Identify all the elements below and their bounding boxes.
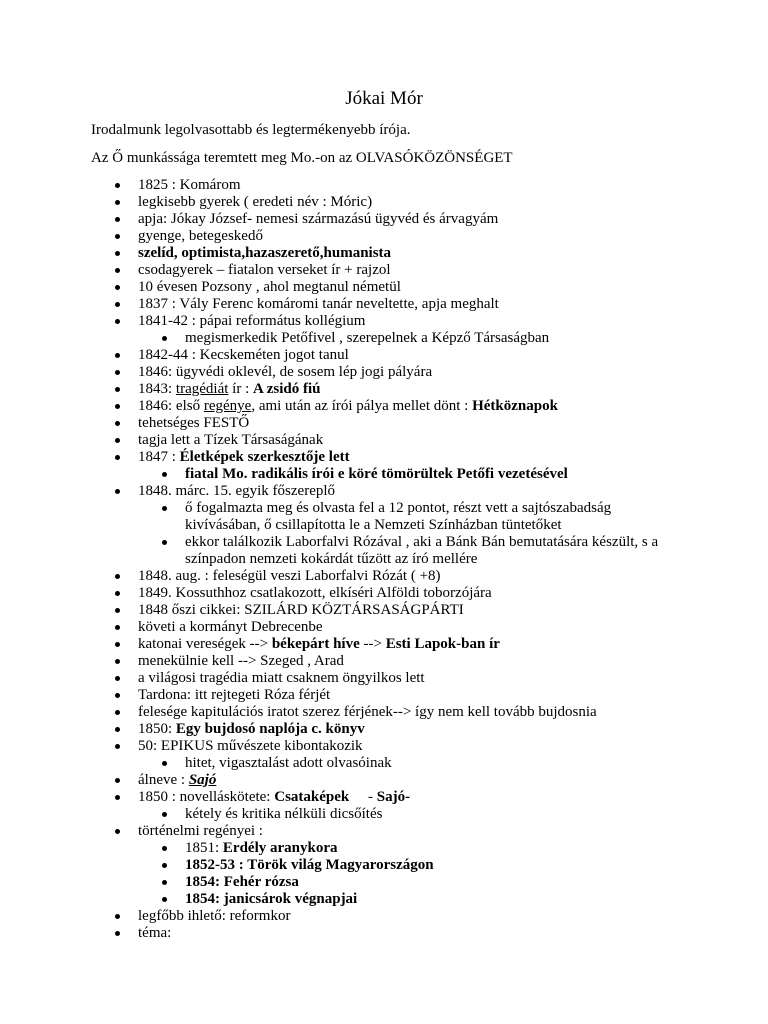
sub-list [138, 806, 698, 823]
bullet-icon [115, 319, 120, 324]
bullet-icon [115, 404, 120, 409]
bullet-icon [115, 285, 120, 290]
intro-line-2: Az Ő munkássága teremtett meg Mo.-on az OLVASÓKÖZÖNSÉGET [91, 150, 513, 166]
list-item: téma: [0, 925, 698, 942]
bullet-icon [115, 625, 120, 630]
bullet-icon [115, 591, 120, 596]
sub-list-item: 1851: Erdély aranykora [185, 840, 675, 857]
sub-list-item: ekkor találkozik Laborfalvi Rózával , aki a Bánk Bán bemutatására készült, s a színpadon nemzeti kokárdát tűzött az író mellére [185, 534, 675, 568]
bullet-icon [162, 880, 167, 885]
bullet-icon [115, 234, 120, 239]
sub-list [138, 840, 698, 908]
sub-list-item: 1854: Fehér rózsa [185, 874, 675, 891]
list-item: gyenge, betegeskedő [0, 228, 698, 245]
bullet-icon [162, 540, 167, 545]
bullet-icon [162, 863, 167, 868]
bullet-icon [115, 795, 120, 800]
list-item: 1848. márc. 15. egyik főszereplő ő fogalmazta meg és olvasta fel a 12 pontot, részt vett a sajtószabadság kivívásában, ő csillapította le a Nemzeti Színházban tüntetőket ekkor találkozik Laborfalvi Rózával , aki a Bánk Bán bemutatására készült, s a színpadon nemzeti kokárdát tűzött az író mellére [0, 483, 698, 568]
bullet-icon [115, 370, 120, 375]
list-item: Tardona: itt rejtegeti Róza férjét [0, 687, 698, 704]
bullet-icon [115, 217, 120, 222]
bullet-icon [115, 302, 120, 307]
bullet-icon [162, 472, 167, 477]
sub-list-item: kétely és kritika nélküli dicsőítés [185, 806, 675, 823]
list-item: apja: Jókay József- nemesi származású ügyvéd és árvagyám [0, 211, 698, 228]
bullet-icon [115, 710, 120, 715]
sub-list-item: 1852-53 : Török világ Magyarországon [185, 857, 675, 874]
bullet-icon [115, 438, 120, 443]
list-item: 1846: első regénye, ami után az írói pálya mellet dönt : Hétköznapok [0, 398, 698, 415]
bullet-icon [115, 676, 120, 681]
list-item: 1846: ügyvédi oklevél, de sosem lép jogi pályára [0, 364, 698, 381]
list-item: legkisebb gyerek ( eredeti név : Móric) [0, 194, 698, 211]
list-item: a világosi tragédia miatt csaknem öngyilkos lett [0, 670, 698, 687]
bullet-icon [115, 693, 120, 698]
bullet-icon [115, 574, 120, 579]
list-item: történelmi regényei : 1851: Erdély aranykora 1852-53 : Török világ Magyarországon 1854: Fehér rózsa 1854: janicsárok végnapjai [0, 823, 698, 908]
list-item: katonai vereségek --> békepárt híve --> Esti Lapok-ban ír [0, 636, 698, 653]
bullet-icon [162, 336, 167, 341]
bullet-icon [115, 251, 120, 256]
list-item: 10 évesen Pozsony , ahol megtanul németül [0, 279, 698, 296]
bullet-icon [115, 608, 120, 613]
bullet-icon [115, 778, 120, 783]
list-item: 1837 : Vály Ferenc komáromi tanár neveltette, apja meghalt [0, 296, 698, 313]
list-item: felesége kapitulációs iratot szerez férjének--> így nem kell tovább bujdosnia [0, 704, 698, 721]
bullet-icon [115, 387, 120, 392]
bullet-icon [115, 744, 120, 749]
list-item: 1850: Egy bujdosó naplója c. könyv [0, 721, 698, 738]
sub-list-item: hitet, vigasztalást adott olvasóinak [185, 755, 675, 772]
list-item: legfőbb ihlető: reformkor [0, 908, 698, 925]
bullet-icon [115, 914, 120, 919]
bullet-icon [115, 183, 120, 188]
bullet-icon [115, 200, 120, 205]
bullet-icon [115, 642, 120, 647]
bullet-icon [115, 353, 120, 358]
sub-list [138, 755, 698, 772]
list-item: 1847 : Életképek szerkesztője lett fiatal Mo. radikális írói e köré tömörültek Petőfi vezetésével [0, 449, 698, 483]
list-item: szelíd, optimista,hazaszerető,humanista [0, 245, 698, 262]
sub-list-item: megismerkedik Petőfivel , szerepelnek a Képző Társaságban [185, 330, 675, 347]
sub-list [138, 466, 698, 483]
list-item: 1843: tragédiát ír : A zsidó fiú [0, 381, 698, 398]
bullet-icon [115, 421, 120, 426]
list-item: 50: EPIKUS művészete kibontakozik hitet, vigasztalást adott olvasóinak [0, 738, 698, 772]
bullet-icon [115, 931, 120, 936]
bullet-icon [115, 268, 120, 273]
bullet-icon [162, 761, 167, 766]
list-item: 1841-42 : pápai református kollégium megismerkedik Petőfivel , szerepelnek a Képző Társaságban [0, 313, 698, 347]
bullet-icon [115, 829, 120, 834]
list-item: tehetséges FESTŐ [0, 415, 698, 432]
bullet-icon [162, 897, 167, 902]
list-item: követi a kormányt Debrecenbe [0, 619, 698, 636]
intro-line-1: Irodalmunk legolvasottabb és legtermékenyebb írója. [91, 122, 411, 138]
bullet-icon [115, 455, 120, 460]
bullet-icon [162, 846, 167, 851]
list-item: 1848. aug. : feleségül veszi Laborfalvi Rózát ( +8) [0, 568, 698, 585]
list-item: csodagyerek – fiatalon verseket ír + rajzol [0, 262, 698, 279]
sub-list [138, 500, 698, 568]
bullet-icon [115, 659, 120, 664]
sub-list-item: ő fogalmazta meg és olvasta fel a 12 pontot, részt vett a sajtószabadság kivívásában, ő csillapította le a Nemzeti Színházban tüntetőket [185, 500, 675, 534]
sub-list-item: fiatal Mo. radikális írói e köré tömörültek Petőfi vezetésével [185, 466, 675, 483]
list-item: tagja lett a Tízek Társaságának [0, 432, 698, 449]
bullet-icon [115, 489, 120, 494]
sub-list [138, 330, 698, 347]
bullet-icon [162, 506, 167, 511]
sub-list-item: 1854: janicsárok végnapjai [185, 891, 675, 908]
list-item: 1850 : novelláskötete: Csataképek - Sajó- kétely és kritika nélküli dicsőítés [0, 789, 698, 823]
page-title: Jókai Mór [345, 88, 423, 109]
list-item: álneve : Sajó [0, 772, 698, 789]
list-item: menekülnie kell --> Szeged , Arad [0, 653, 698, 670]
list-item: 1848 őszi cikkei: SZILÁRD KÖZTÁRSASÁGPÁRTI [0, 602, 698, 619]
bullet-icon [162, 812, 167, 817]
bullet-list [0, 177, 698, 942]
bullet-icon [115, 727, 120, 732]
list-item: 1825 : Komárom [0, 177, 698, 194]
list-item: 1849. Kossuthhoz csatlakozott, elkíséri Alföldi toborzójára [0, 585, 698, 602]
list-item: 1842-44 : Kecskeméten jogot tanul [0, 347, 698, 364]
